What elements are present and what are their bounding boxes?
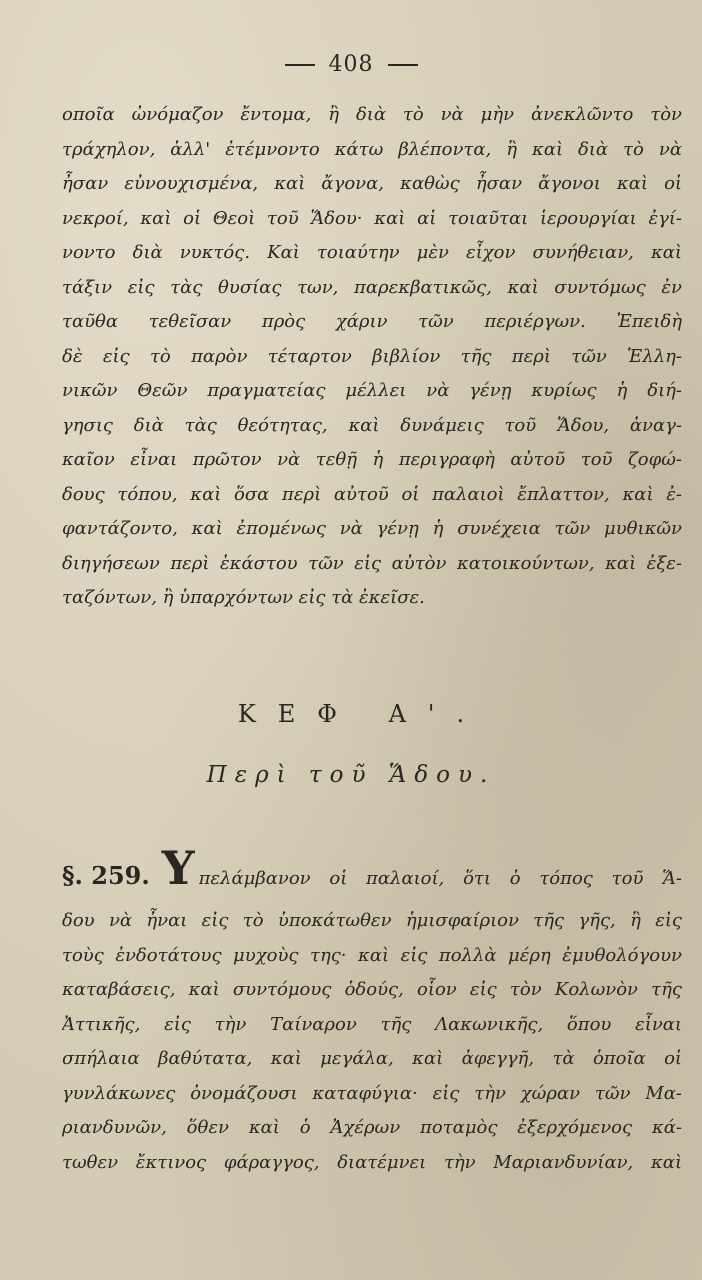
text-line: φαντάζοντο, καὶ ἐπομένως νὰ γένῃ ἡ συνέχεια τῶν μυθικῶν [62,518,682,539]
paragraph-2 [62,841,682,1180]
text-line: ταῦθα τεθεῖσαν πρὸς χάριν τῶν περιέργων. Ἐπειδὴ [62,311,682,332]
text-line: δους τόπου, καὶ ὅσα περὶ αὐτοῦ οἱ παλαιοὶ ἔπλαττον, καὶ ἐ- [62,483,682,505]
text-line: γησις διὰ τὰς θεότητας, καὶ δυνάμεις τοῦ Ἅδου, ἀναγ- [62,414,682,436]
text-line: δὲ εἰς τὸ παρὸν τέταρτον βιβλίον τῆς περὶ τῶν Ἑλλη- [62,345,682,367]
header-dash-right [388,64,418,66]
header-dash-left [285,64,315,66]
paragraph-1 [62,98,682,616]
text-line: τωθεν ἔκτινος φάραγγος, διατέμνει τὴν Μαριανδυνίαν, καὶ [62,1151,682,1173]
text-line: Ἀττικῆς, εἰς τὴν Ταίναρον τῆς Λακωνικῆς, ὅπου εἶναι [62,1013,682,1035]
text-line: τράχηλον, ἀλλ' ἐτέμνοντο κάτω βλέποντα, ἢ καὶ διὰ τὸ νὰ [62,138,682,160]
text-line: καῖον εἶναι πρῶτον νὰ τεθῇ ἡ περιγραφὴ αὐτοῦ τοῦ ζοφώ- [62,449,682,470]
text-line: οποῖα ὠνόμαζον ἔντομα, ἢ διὰ τὸ νὰ μὴν ἀνεκλῶντο τὸν [62,104,682,125]
page-number: 408 [328,52,374,77]
text-line: νεκροί, καὶ οἱ Θεοὶ τοῦ Ἅδου· καὶ αἱ τοιαῦται ἱερουργίαι ἐγί- [62,207,682,229]
chapter-subtitle: Περὶ τοῦ Ἅδου. [206,762,496,788]
page-header [0,52,702,77]
paragraph-2-first-line [62,841,682,904]
text-line: τάξιν εἰς τὰς θυσίας των, παρεκβατικῶς, καὶ συντόμως ἐν [62,276,682,298]
text-line: σπήλαια βαθύτατα, καὶ μεγάλα, καὶ ἀφεγγῆ, τὰ ὁποῖα οἱ [62,1048,682,1069]
text-line: ριανδυνῶν, ὅθεν καὶ ὁ Ἀχέρων ποταμὸς ἐξερχόμενος κά- [62,1117,682,1138]
text-line: ἦσαν εὐνουχισμένα, καὶ ἄγονα, καθὼς ἦσαν ἄγονοι καὶ οἱ [62,173,682,194]
text-line: πελάμβανον οἱ παλαιοί, ὅτι ὁ τόπος τοῦ Ἅ- [198,868,682,889]
section-mark: §. 259. [62,861,150,890]
text-line: νικῶν Θεῶν πραγματείας μέλλει νὰ γένῃ κυρίως ἡ διή- [62,380,682,401]
text-line: διηγήσεων περὶ ἑκάστου τῶν εἰς αὐτὸν κατοικούντων, καὶ ἐξε- [62,552,682,574]
text-line: τοὺς ἐνδοτάτους μυχοὺς της· καὶ εἰς πολλὰ μέρη ἐμυθολόγουν [62,944,682,966]
text-line: νοντο διὰ νυκτός. Καὶ τοιαύτην μὲν εἶχον συνήθειαν, καὶ [62,242,682,263]
text-line: γυνλάκωνες ὀνομάζουσι καταφύγια· εἰς τὴν χώραν τῶν Μα- [62,1082,682,1104]
text-line: δου νὰ ἦναι εἰς τὸ ὑποκάτωθεν ἡμισφαίριον τῆς γῆς, ἢ εἰς [62,910,682,931]
text-line: ταζόντων, ἢ ὑπαρχόντων εἰς τὰ ἐκεῖσε. [62,587,425,608]
drop-initial: Υ [161,841,195,895]
chapter-heading: ΚΕΦ Α'. [237,700,487,728]
text-line: καταβάσεις, καὶ συντόμους ὁδούς, οἷον εἰς τὸν Κολωνὸν τῆς [62,979,682,1000]
